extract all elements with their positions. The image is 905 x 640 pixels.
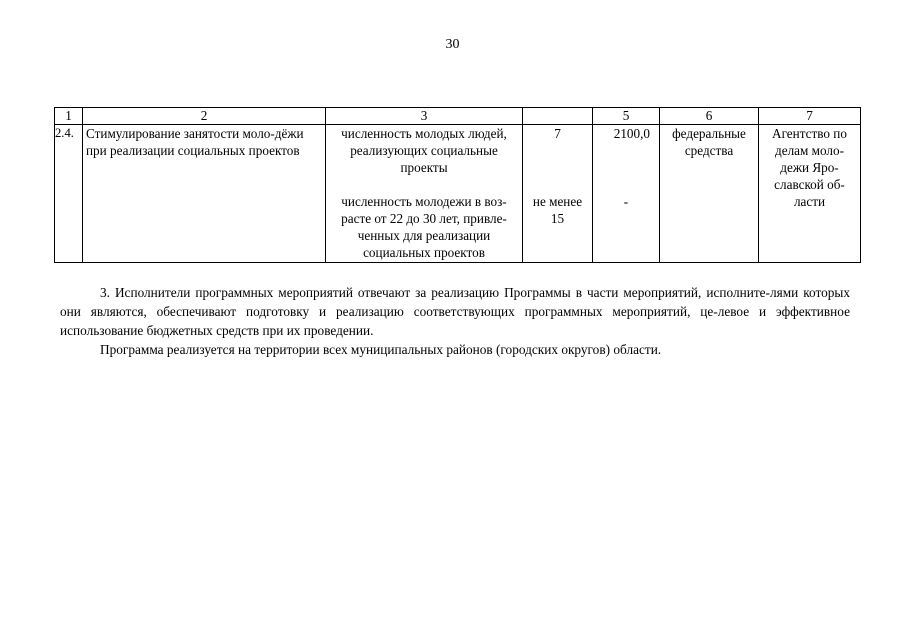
table-row [55, 125, 861, 263]
value-2: не менее 15 [532, 194, 583, 226]
row-number: 2.4. [55, 125, 83, 263]
page-number: 30 [445, 37, 460, 52]
header-cell-5: 5 [593, 108, 660, 125]
indicator-cell [326, 125, 523, 263]
header-cell-2: 2 [83, 108, 326, 125]
program-table [54, 107, 861, 263]
amount-1: 2100,0 [613, 126, 650, 141]
body-text [60, 283, 850, 359]
source-cell [660, 125, 759, 263]
table-header-row [55, 108, 861, 125]
indicator-2: численность молодежи в воз-расте от 22 до 30 лет, привле-ченных для реализации социальных проектов [341, 194, 507, 260]
executor-cell [759, 125, 861, 263]
source-text: федеральные средства [672, 126, 746, 158]
activity-cell [83, 125, 326, 263]
header-cell-7: 7 [759, 108, 861, 125]
header-cell-1: 1 [55, 108, 83, 125]
amount-cell [593, 125, 660, 263]
activity-text: Стимулирование занятости моло-дёжи при реализации социальных проектов [86, 126, 304, 158]
header-cell-3: 3 [326, 108, 523, 125]
value-1: 7 [554, 126, 561, 141]
paragraph-territory: Программа реализуется на территории всех муниципальных районов (городских округов) области. [100, 342, 662, 357]
paragraph-executors: 3. Исполнители программных мероприятий отвечают за реализацию Программы в части мероприятий, исполните-лями которых они являются, обеспечивают подготовку и реализацию соответствующих программных мероприятий, це-левое и эффективное использование бюджетных средств при их проведении. [60, 285, 850, 338]
header-cell-4 [523, 108, 593, 125]
header-cell-6: 6 [660, 108, 759, 125]
value-cell [523, 125, 593, 263]
amount-2: - [623, 194, 629, 209]
indicator-1: численность молодых людей, реализующих социальные проекты [341, 126, 507, 175]
executor-text: Агентство по делам моло-дежи Яро-славской об-ласти [772, 126, 847, 209]
